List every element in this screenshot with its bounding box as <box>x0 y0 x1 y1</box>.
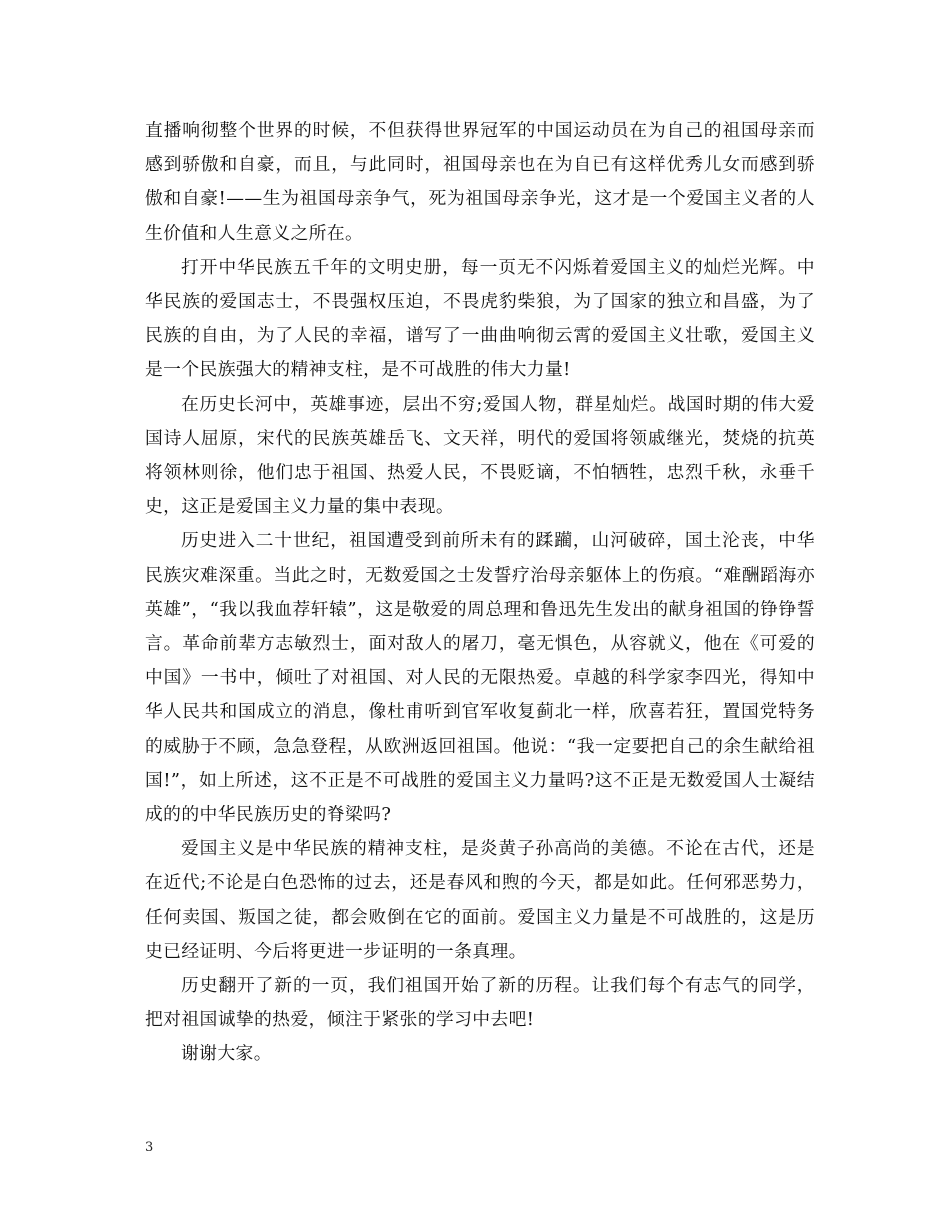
document-body <box>145 114 815 1072</box>
paragraph: 历史进入二十世纪，祖国遭受到前所未有的蹂躏，山河破碎，国土沦丧，中华民族灾难深重。当此之时，无数爱国之士发誓疗治母亲躯体上的伤痕。“难酬蹈海亦英雄”，“我以我血荐轩辕”，这是敬爱的周总理和鲁迅先生发出的献身祖国的铮铮誓言。革命前辈方志敏烈士，面对敌人的屠刀，毫无惧色，从容就义，他在《可爱的中国》一书中，倾吐了对祖国、对人民的无限热爱。卓越的科学家李四光，得知中华人民共和国成立的消息，像杜甫听到官军收复蓟北一样，欣喜若狂，置国党特务的威胁于不顾，急急登程，从欧洲返回祖国。他说：“我一定要把自己的余生献给祖国!”，如上所述，这不正是不可战胜的爱国主义力量吗?这不正是无数爱国人士凝结成的的中华民族历史的脊梁吗? <box>145 530 815 826</box>
paragraph: 历史翻开了新的一页，我们祖国开始了新的历程。让我们每个有志气的同学，把对祖国诚挚的热爱，倾注于紧张的学习中去吧! <box>145 975 815 1031</box>
paragraph: 直播响彻整个世界的时候，不但获得世界冠军的中国运动员在为自己的祖国母亲而感到骄傲和自豪，而且，与此同时，祖国母亲也在为自已有这样优秀儿女而感到骄傲和自豪!——生为祖国母亲争气，死为祖国母亲争光，这才是一个爱国主义者的人生价值和人生意义之所在。 <box>145 120 815 244</box>
closing-line: 谢谢大家。 <box>181 1043 272 1065</box>
paragraph: 在历史长河中，英雄事迹，层出不穷;爱国人物，群星灿烂。战国时期的伟大爱国诗人屈原，宋代的民族英雄岳飞、文天祥，明代的爱国将领戚继光，焚烧的抗英将领林则徐，他们忠于祖国、热爱人民，不畏贬谪，不怕牺牲，忠烈千秋，永垂千史，这正是爱国主义力量的集中表现。 <box>145 393 815 518</box>
paragraph: 爱国主义是中华民族的精神支柱，是炎黄子孙高尚的美德。不论在古代，还是在近代;不论是白色恐怖的过去，还是春风和煦的今天，都是如此。任何邪恶势力，任何卖国、叛国之徒，都会败倒在它的面前。爱国主义力量是不可战胜的，这是历史已经证明、今后将更进一步证明的一条真理。 <box>145 838 815 962</box>
paragraph: 打开中华民族五千年的文明史册，每一页无不闪烁着爱国主义的灿烂光辉。中华民族的爱国志士，不畏强权压迫，不畏虎豹柴狼，为了国家的独立和昌盛，为了民族的自由，为了人民的幸福，谱写了一曲曲响彻云霄的爱国主义壮歌，爱国主义是一个民族强大的精神支柱，是不可战胜的伟大力量! <box>145 256 815 381</box>
page-number: 3 <box>145 1140 154 1155</box>
